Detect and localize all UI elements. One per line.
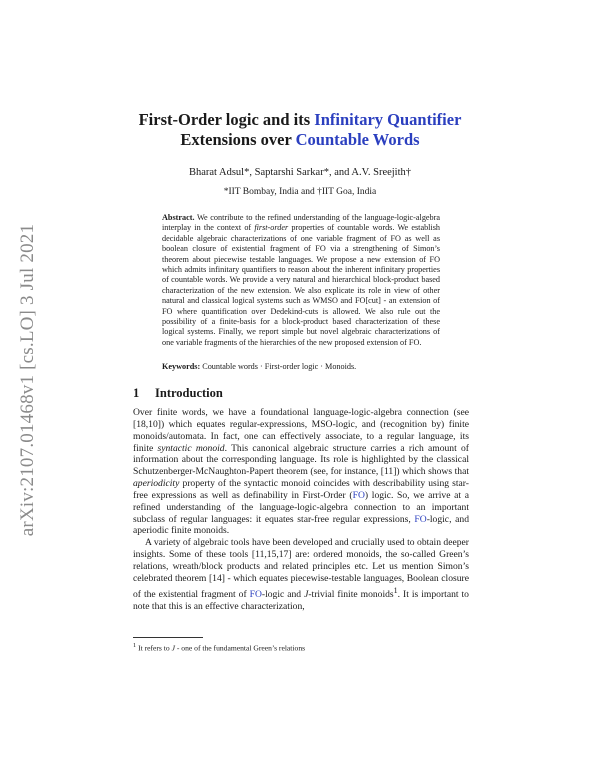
paper-title [60,110,540,150]
paragraph-2 [133,537,469,612]
keywords [162,362,440,372]
p2-text-d: . It is important to note that this is an effective characterization, [133,588,469,612]
title-part-2: Extensions over [180,130,296,149]
keywords-label: Keywords: [162,362,201,371]
abstract-text-1: We contribute to the refined understanding of the language-logic-algebra interplay in the context of [162,213,440,233]
p2-emphasis-j: J [304,588,309,600]
p1-text-b: . This canonical algebraic structure carries a rich amount of information about the corresponding language. Its role is highlighted by the classical Schutzenberger-McNaughton-Papert theorem (see, for instance, [11]) which shows that [133,442,469,478]
fo-link[interactable]: FO [414,513,427,525]
abstract-label: Abstract. [162,213,195,222]
author-list: Bharat Adsul*, Saptarshi Sarkar*, and A.V. Sreejith† [188,167,412,178]
title-part-1: First-Order logic and its [138,110,315,129]
footnote-emphasis-j: J [171,643,175,653]
p1-emphasis-aperiodicity: aperiodicity [133,478,180,490]
footnote-text-a: It refers to [136,643,172,653]
title-link-countable-words[interactable]: Countable Words [295,130,420,149]
p1-text-e: -logic, and aperiodic finite monoids. [133,513,469,537]
arxiv-identifier: arXiv:2107.01468v1 [cs.LO] 3 Jul 2021 [17,223,38,537]
footnote-rule [133,637,203,638]
paragraph-1 [133,407,469,537]
affiliations: *IIT Bombay, India and †IIT Goa, India [223,187,377,197]
p1-text-d: ) logic. So, we arrive at a refined understanding of the language-logic-algebra connection to an important subclass of regular languages: it equates star-free regular expressions, [133,489,470,525]
fo-link[interactable]: FO [249,588,262,600]
arxiv-sidebar [8,200,48,560]
footnote-mark: 1 [133,642,137,649]
fo-link[interactable]: FO [352,489,365,501]
p2-text-a: A variety of algebraic tools have been developed and crucially used to obtain deeper insights. Some of these tools [11,15,17] are: ordered monoids, the so-called Green’s relations, wreath/block products and related principles etc. Let us mention Simon’s celebrated theorem [14] - which equates piecewise-testable languages, Boolean closure of the existential fragment of [133,537,469,600]
abstract [162,213,440,348]
abstract-text-2: properties of countable words. We establish decidable algebraic characterizations of one variable fragment of FO as well as boolean closure of existential fragment of FO via a strengthening of Simon’s theorem about piecewise testable languages. We propose a new extension of FO which admits infinitary quantifiers to reason about the inherent infinitary properties of countable words. We provide a very natural and hierarchical block-product based characterization of the new extension. We also explicate its role in view of other natural and classical logical systems such as WMSO and FO[cut] - an extension of FO where quantification over Dedekind-cuts is allowed. We also rule out the possibility of a finite-basis for a block-product based characterization of these logical systems. Finally, we report simple but novel algebraic characterizations of one variable fragments of the hierarchies of the new proposed extension of FO. [162,223,441,347]
p1-text-a: Over finite words, we have a foundational language-logic-algebra connection (see [18,10]) which equates regular-expressions, MSO-logic, and (recognition by) finite monoids/automata. In fact, one can effectively associate, to a regular language, its finite [133,407,469,454]
title-link-infinitary-quantifier[interactable]: Infinitary Quantifier [314,110,462,129]
footnote-text-b: - one of the fundamental Green’s relations [174,643,306,653]
section-title: Introduction [155,386,223,400]
footnote-reference[interactable]: 1 [393,585,398,595]
section-heading-introduction [133,386,223,401]
p2-text-b: -logic and [261,588,305,600]
p2-text-c: -trivial finite monoids [308,588,394,600]
abstract-emphasis: first-order [254,223,289,233]
section-number: 1 [133,386,140,400]
p1-emphasis-syntactic-monoid: syntactic monoid [157,442,225,454]
footnote-1 [133,641,469,653]
keywords-text: Countable words · First-order logic · Monoids. [200,362,357,371]
p1-text-c: property of the syntactic monoid coincides with describability using star-free expressions as well as definability in First-Order ( [133,478,469,501]
introduction-body [133,407,469,613]
